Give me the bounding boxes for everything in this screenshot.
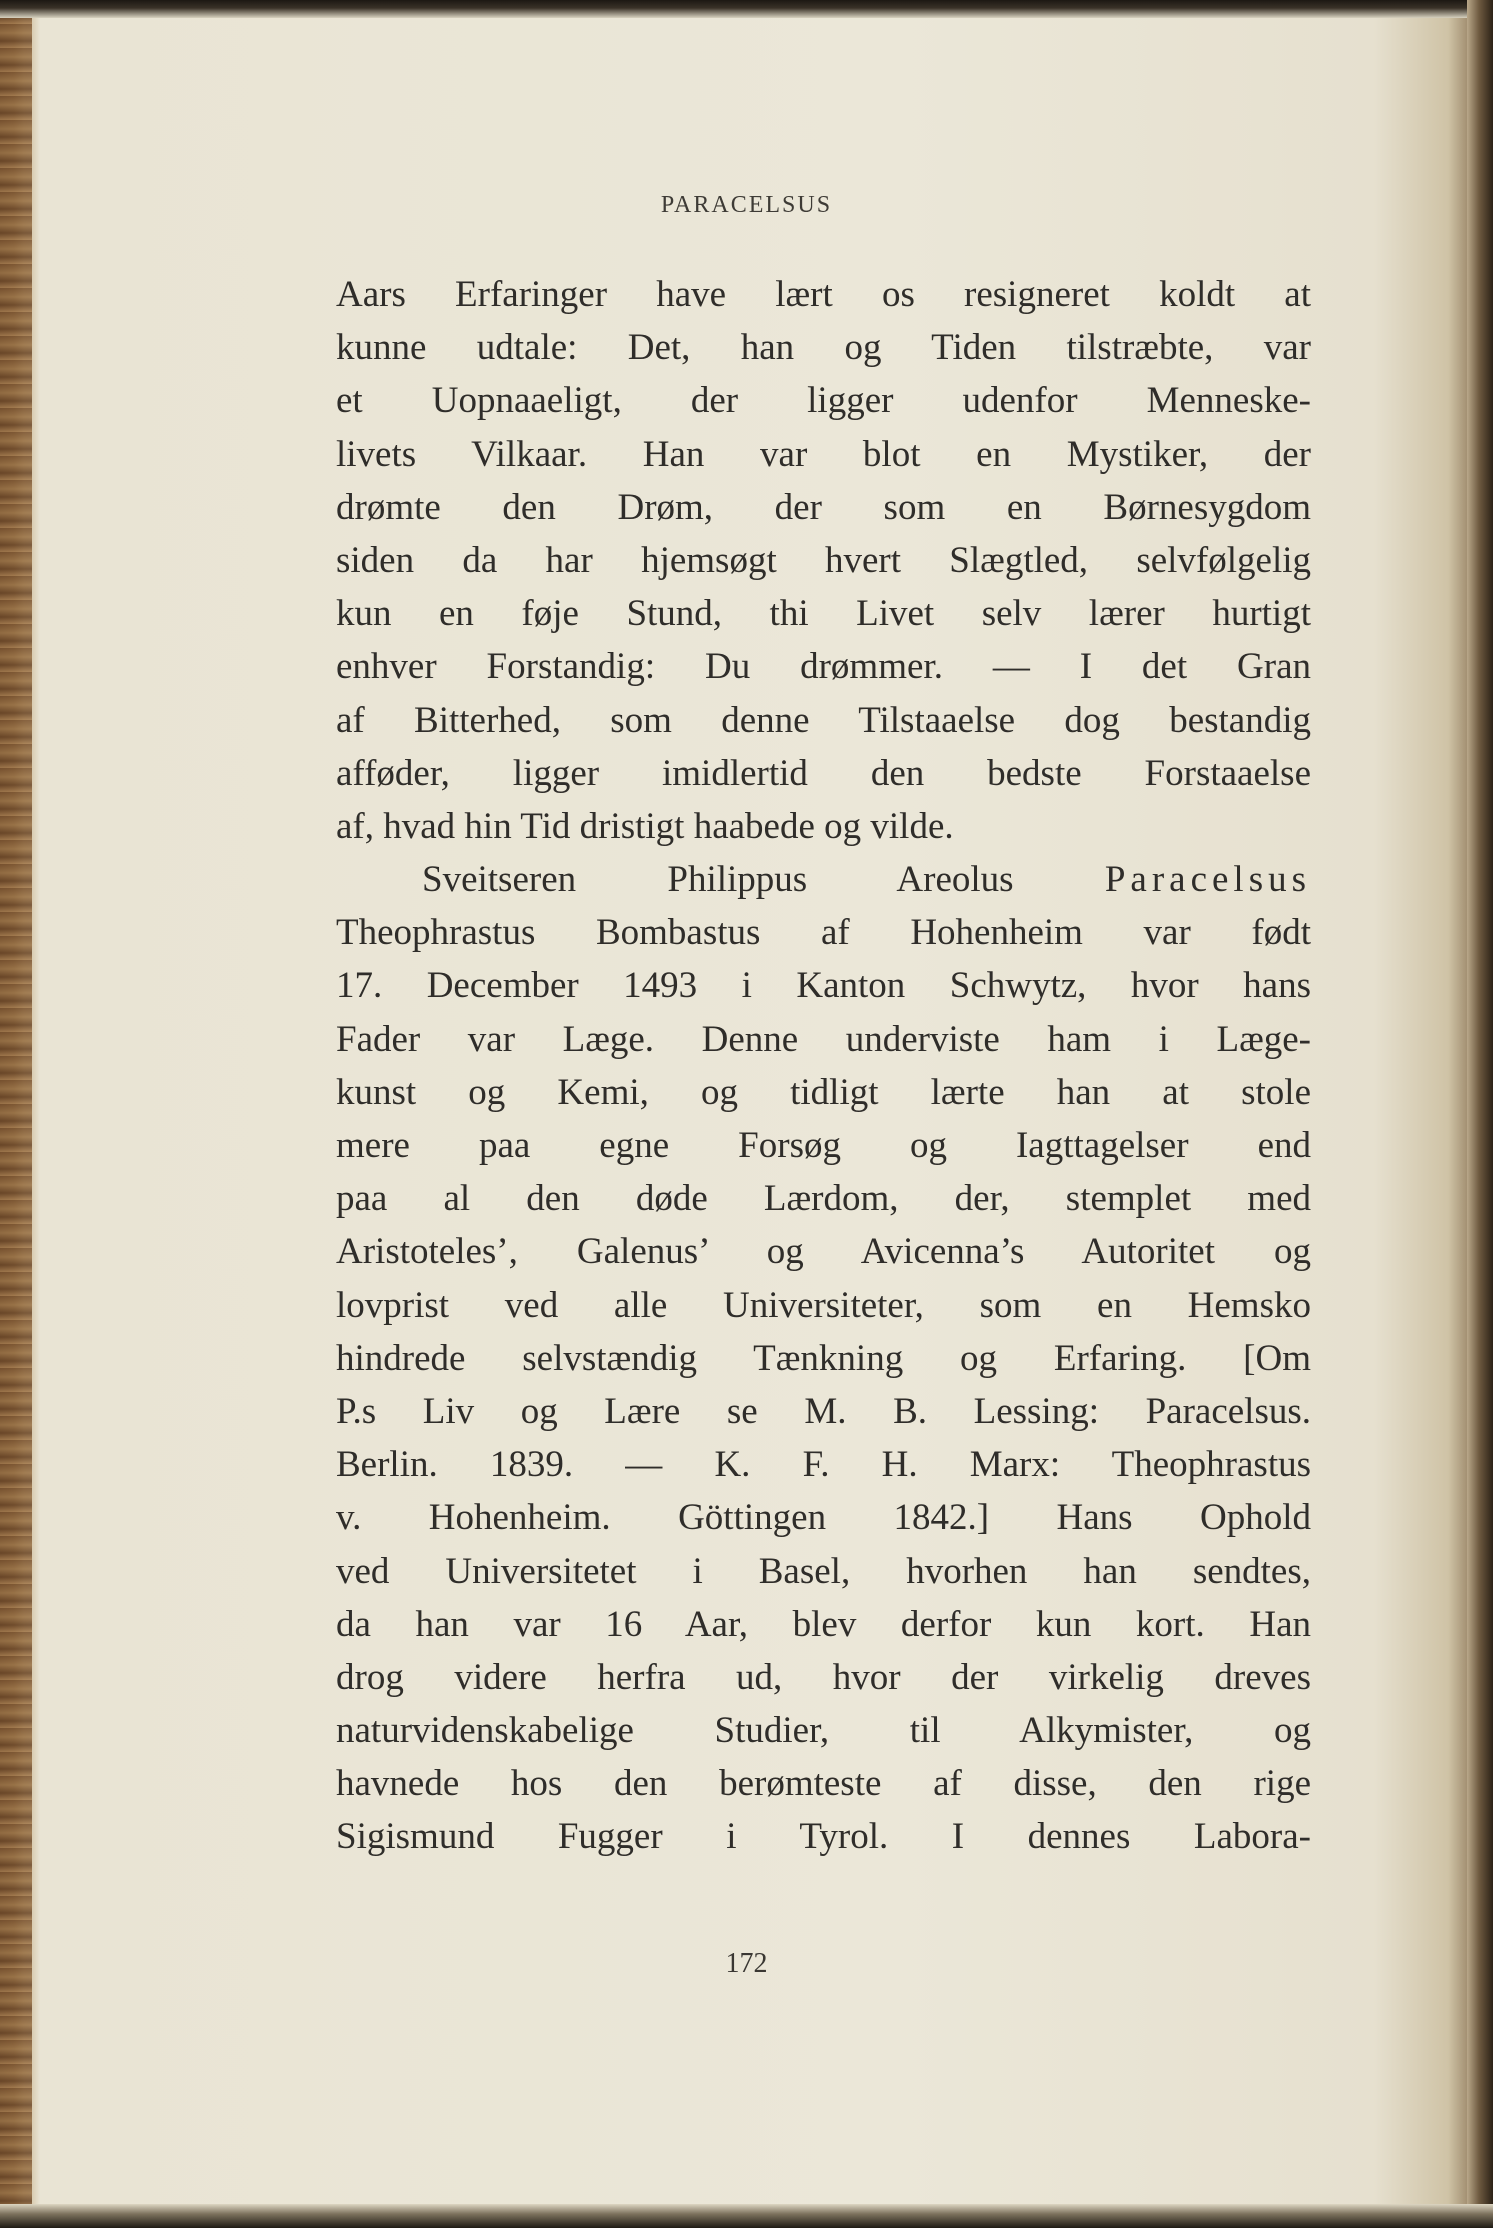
text-line: afføder, ligger imidlertid den bedste Forstaaelse [336, 752, 1311, 794]
text-line: hindrede selvstændig Tænkning og Erfaring. [Om [336, 1337, 1311, 1379]
body-text [336, 268, 1311, 1864]
text-line: af, hvad hin Tid dristigt haabede og vilde. [336, 805, 954, 847]
text-line [336, 853, 1311, 906]
text-line: kun en føje Stund, thi Livet selv lærer hurtigt [336, 593, 1311, 635]
text-line: Aars Erfaringer have lært os resigneret koldt at [336, 274, 1311, 315]
text-line: Berlin. 1839. — K. F. H. Marx: Theophrastus [336, 1444, 1311, 1486]
text-line: drømte den Drøm, der som en Børnesygdom [336, 486, 1311, 528]
text-line: v. Hohenheim. Göttingen 1842.] Hans Ophold [336, 1497, 1311, 1539]
text-line: naturvidenskabelige Studier, til Alkymister, og [336, 1710, 1311, 1752]
text-line: Aristoteles’, Galenus’ og Avicenna’s Autoritet og [336, 1231, 1311, 1273]
spaced-name: Paracelsus [1104, 859, 1311, 901]
text-line: mere paa egne Forsøg og Iagttagelser end [336, 1125, 1311, 1166]
text-line: livets Vilkaar. Han var blot en Mystiker, der [336, 433, 1311, 475]
page-number: 172 [725, 1948, 768, 1979]
text-line: drog videre herfra ud, hvor der virkelig dreves [336, 1656, 1311, 1698]
text-line: da han var 16 Aar, blev derfor kun kort. Han [336, 1603, 1311, 1645]
text-line: Sigismund Fugger i Tyrol. I dennes Labora- [336, 1816, 1311, 1858]
text-line: lovprist ved alle Universiteter, som en Hemsko [336, 1284, 1311, 1326]
text-line: af Bitterhed, som denne Tilstaaelse dog bestandig [336, 699, 1311, 741]
text-line: 17. December 1493 i Kanton Schwytz, hvor hans [336, 965, 1311, 1007]
text-line: Fader var Læge. Denne underviste ham i Læge- [336, 1018, 1311, 1060]
text-line: enhver Forstandig: Du drømmer. — I det Gran [336, 646, 1311, 688]
text-line: Theophrastus Bombastus af Hohenheim var født [336, 912, 1311, 954]
text-line: kunne udtale: Det, han og Tiden tilstræbte, var [336, 327, 1311, 369]
text-line: siden da har hjemsøgt hvert Slægtled, selvfølgelig [336, 539, 1311, 581]
text-line: P.s Liv og Lære se M. B. Lessing: Paracelsus. [336, 1390, 1311, 1432]
text-line: ved Universitetet i Basel, hvorhen han sendtes, [336, 1550, 1311, 1592]
running-head: PARACELSUS [660, 192, 833, 218]
text-line: kunst og Kemi, og tidligt lærte han at stole [336, 1071, 1311, 1113]
text-line: paa al den døde Lærdom, der, stemplet med [336, 1178, 1311, 1220]
text-line: havnede hos den berømteste af disse, den rige [336, 1763, 1311, 1805]
text-line-lead: Sveitseren Philippus Areolus [422, 859, 1014, 901]
text-line: et Uopnaaeligt, der ligger udenfor Menneske- [336, 380, 1311, 422]
